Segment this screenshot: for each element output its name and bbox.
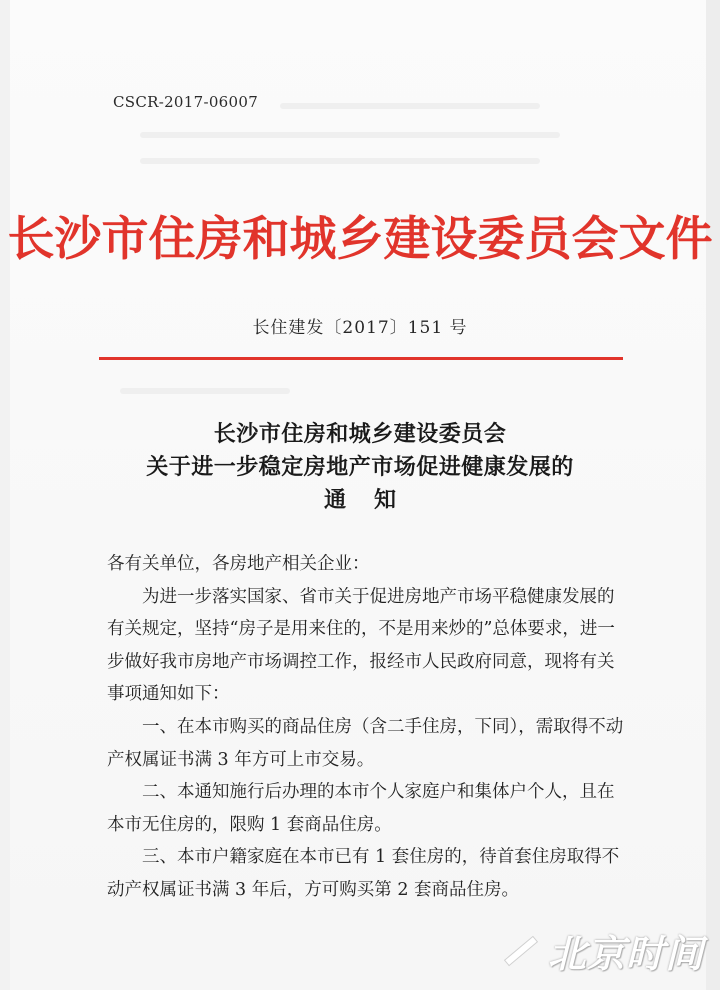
salutation: 各有关单位，各房地产相关企业： [107,554,370,574]
notice-title-line2: 关于进一步稳定房地产市场促进健康发展的 [146,454,574,480]
item-1-paragraph: 一、在本市购买的商品住房（含二手住房，下同），需取得不动产权属证书满 3 年方可上市交易。 [107,716,624,770]
red-divider-line [99,357,623,360]
issuer-header-title: 长沙市住房和城乡建设委员会文件 [7,212,713,267]
notice-title-line3: 通知 [323,487,424,513]
intro-paragraph: 为进一步落实国家、省市关于促进房地产市场平稳健康发展的有关规定，坚持“房子是用来住的，不是用来炒的”总体要求，进一步做好我市房地产市场调控工作，报经市人民政府同意，现将有关事项通知如下： [107,586,615,705]
document-number: 长住建发〔2017〕151 号 [252,318,468,338]
bleed-through-mark [280,103,540,109]
bleed-through-mark [140,132,560,138]
notice-title-line1: 长沙市住房和城乡建设委员会 [213,421,507,447]
notice-title [0,418,720,517]
watermark-logo [502,923,704,978]
watermark-text: 北京时间 [547,932,704,976]
serial-code: CSCR-2017-06007 [113,93,259,111]
bleed-through-mark [140,158,540,164]
watermark-slash-icon [504,935,538,966]
bleed-through-mark [120,388,290,394]
item-2-paragraph: 二、本通知施行后办理的本市个人家庭户和集体户个人，且在本市无住房的，限购 1 套商品住房。 [107,782,615,835]
notice-body [107,548,627,907]
item-3-paragraph: 三、本市户籍家庭在本市已有 1 套住房的，待首套住房取得不动产权属证书满 3 年后，方可购买第 2 套商品住房。 [107,847,620,900]
